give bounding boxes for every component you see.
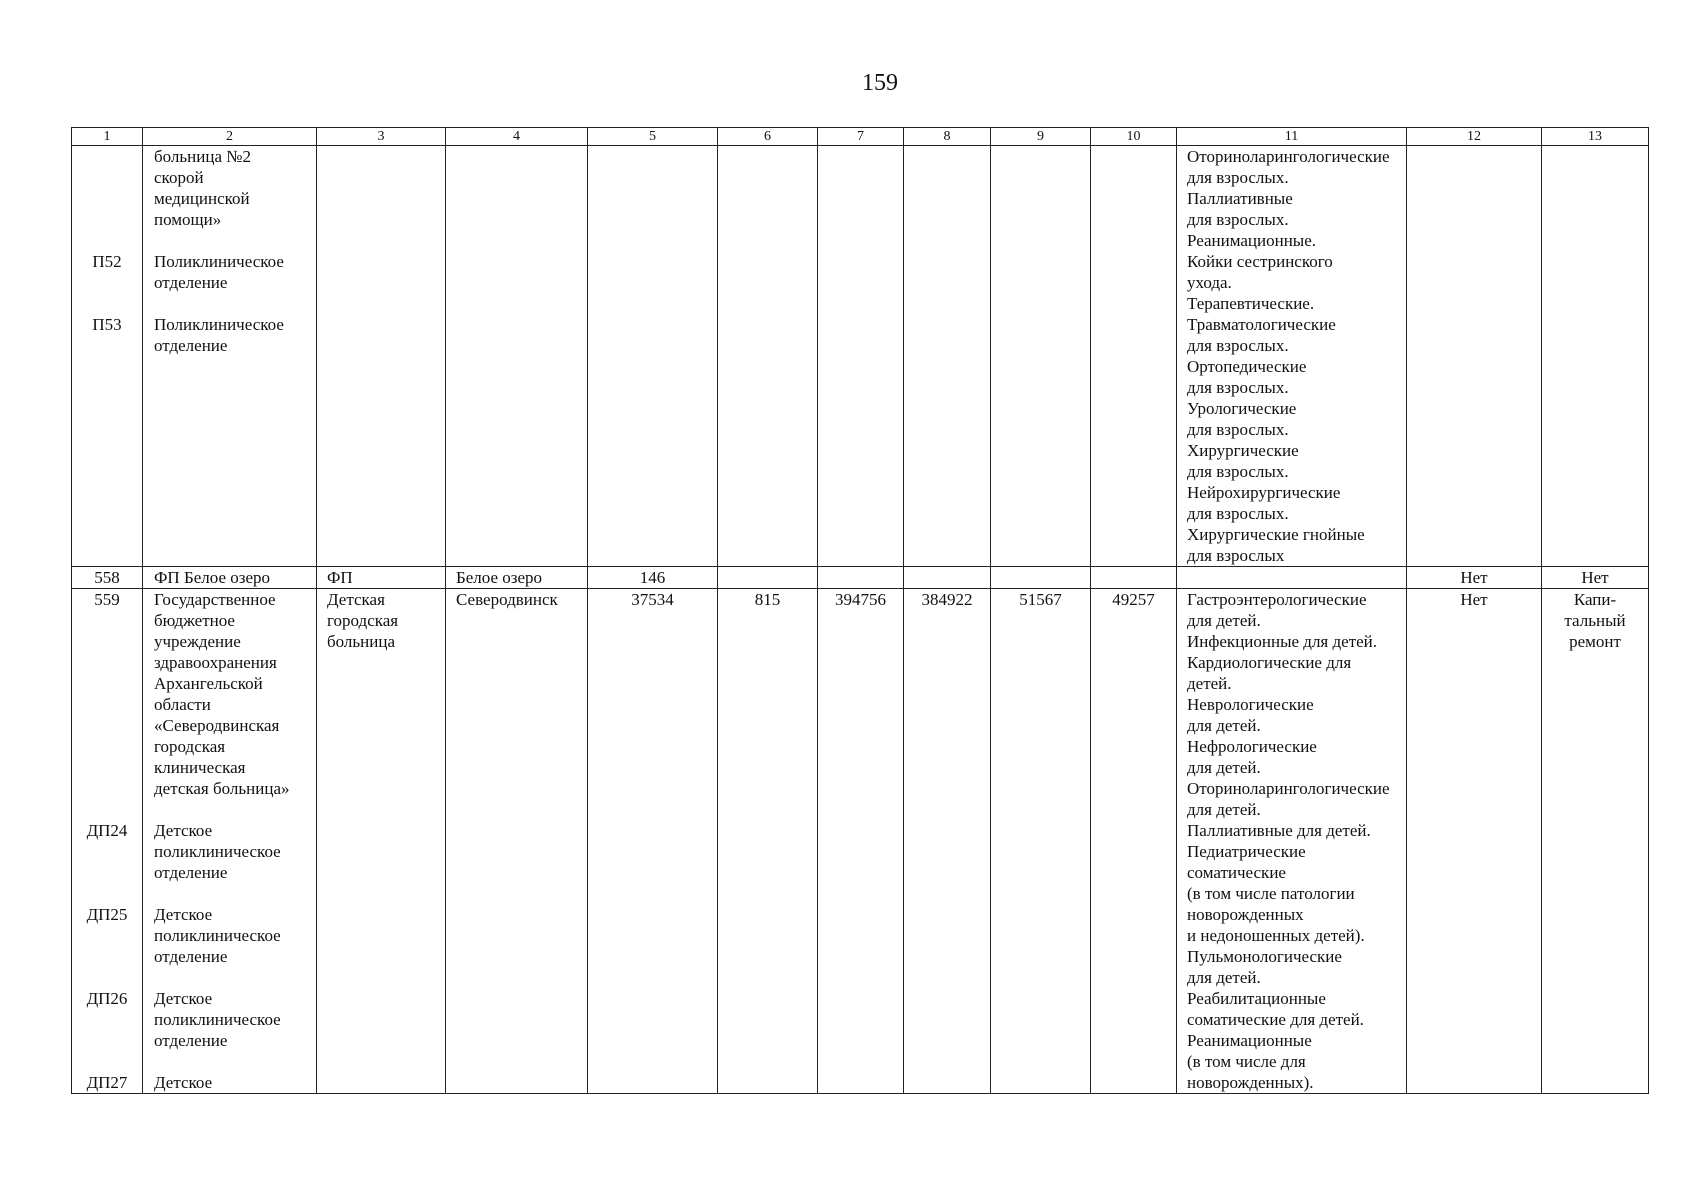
bed-profile-line: Хирургические гнойные [1187,525,1365,544]
facility-name-line: учреждение [154,632,241,651]
line-spacer [72,146,142,167]
bed-profile-line: Реанимационные. [1187,231,1317,250]
line-spacer [72,736,142,757]
bed-profile-line: Пульмонологические [1187,947,1342,966]
facility-name-line: Детское [154,989,213,1008]
facility-name-line: «Северодвинская [154,716,280,735]
cell-c5-value: 146 [639,568,666,587]
facility-code: ДП26 [86,989,128,1008]
line-spacer [72,230,142,251]
cell-c7-value [818,146,903,167]
line-spacer [72,799,142,820]
column-header-7: 7 [818,128,904,146]
bed-profile-line: Травматологические [1187,315,1336,334]
facility-name-line: медицинской [154,189,250,208]
facility-name-line: отделение [154,336,228,355]
cell-c8-value: 384922 [921,590,973,609]
line-spacer [72,652,142,673]
facility-type-line: Детская [327,590,385,609]
line-spacer [72,673,142,694]
line-spacer [72,272,142,293]
bed-profile-line: соматические [1187,863,1286,882]
column-header-11: 11 [1177,128,1407,146]
c13-line: Капи- [1573,590,1617,609]
cell-facility-type [317,146,446,567]
cell-c8-value [904,567,990,588]
bed-profile-line: Реабилитационные [1187,989,1326,1008]
bed-profile-line: для взрослых. [1187,336,1289,355]
cell-c9-value [991,567,1090,588]
cell-location [446,589,588,1094]
cell-c8 [904,146,991,567]
cell-c10 [1091,567,1177,589]
cell-c10 [1091,146,1177,567]
facility-code: 558 [94,568,120,587]
cell-c5 [588,146,718,567]
bed-profile-line: Оториноларингологические [1187,147,1390,166]
cell-c12 [1407,146,1542,567]
cell-code [72,567,143,589]
cell-c8-value [904,146,990,167]
cell-c6 [718,567,818,589]
line-spacer [72,1030,142,1051]
bed-profile-line: (в том числе патологии [1187,884,1355,903]
column-header-12: 12 [1407,128,1542,146]
cell-c8 [904,589,991,1094]
facility-code: 559 [94,590,120,609]
facility-name-line: помощи» [154,210,222,229]
facility-code: П53 [92,315,122,334]
facility-name-line: ФП Белое озеро [154,568,271,587]
line-spacer [72,862,142,883]
bed-profile-line: для детей. [1187,800,1261,819]
facility-name-line: Детское [154,905,213,924]
facility-name-line: детская больница» [154,779,290,798]
bed-profile-line: Оториноларингологические [1187,779,1390,798]
column-header-8: 8 [904,128,991,146]
facility-name-line: здравоохранения [154,653,277,672]
cell-c12 [1407,567,1542,589]
facility-name-line: больница №2 [154,147,251,166]
bed-profile-line: Нефрологические [1187,737,1317,756]
cell-c6-value [718,567,817,588]
cell-c7 [818,589,904,1094]
cell-bed-profiles [1177,146,1407,567]
bed-profile-line: Паллиативные для детей. [1187,821,1371,840]
facility-code: ДП25 [86,905,128,924]
facility-name-line: городская [154,737,226,756]
cell-c9-value: 51567 [1019,590,1062,609]
cell-c9 [991,146,1091,567]
cell-facility-type [317,589,446,1094]
line-spacer [72,188,142,209]
bed-profile-line: для детей. [1187,716,1261,735]
bed-profile-line: для взрослых. [1187,462,1289,481]
bed-profile-line: и недоношенных детей). [1187,926,1365,945]
bed-profile-line: Кардиологические для [1187,653,1352,672]
bed-profile-line: Паллиативные [1187,189,1293,208]
column-header-13: 13 [1542,128,1649,146]
cell-location-value [456,146,587,167]
cell-code [72,146,143,567]
cell-c9 [991,589,1091,1094]
line-spacer [72,925,142,946]
facility-name-line: Архангельской [154,674,263,693]
column-header-1: 1 [72,128,143,146]
facility-name-line: отделение [154,273,228,292]
bed-profile-line: для взрослых. [1187,420,1289,439]
cell-facility-type [317,567,446,589]
bed-profile-line: Реанимационные [1187,1031,1312,1050]
facility-code: ДП24 [86,821,128,840]
facility-name-line: отделение [154,1031,228,1050]
cell-c7 [818,146,904,567]
line-spacer [72,167,142,188]
line-spacer [72,967,142,988]
cell-c10-value: 49257 [1112,590,1155,609]
c12-line: Нет [1460,590,1488,609]
line-spacer [72,694,142,715]
page-number: 159 [862,70,898,96]
bed-profile-line: Урологические [1187,399,1297,418]
facility-name-line: скорой [154,168,204,187]
facility-name-line: клиническая [154,758,246,777]
cell-c9-value [991,146,1090,167]
bed-profile-line: Койки сестринского [1187,252,1333,271]
cell-facility-name [143,567,317,589]
facility-code: ДП27 [86,1073,128,1092]
cell-c6-value [718,146,817,167]
line-spacer [154,967,316,988]
line-spacer [154,883,316,904]
bed-profile-line: для взрослых. [1187,210,1289,229]
facility-type-line: ФП [327,568,353,587]
table-row [72,567,1649,589]
cell-c7-value: 394756 [835,590,886,609]
c13-line: тальный [1564,611,1626,630]
cell-c6-value: 815 [754,590,781,609]
facility-name-line: Детское [154,821,213,840]
facility-name-line: бюджетное [154,611,235,630]
line-spacer [72,715,142,736]
facility-name-line: поликлиническое [154,926,281,945]
bed-profile-line: новорожденных [1187,905,1304,924]
cell-c10-value [1091,146,1176,167]
line-spacer [72,610,142,631]
facility-name-line: Поликлиническое [154,252,284,271]
bed-profile-line: для взрослых. [1187,378,1289,397]
cell-c5 [588,567,718,589]
line-spacer [72,1009,142,1030]
cell-c5 [588,589,718,1094]
facility-type-line: больница [327,632,395,651]
bed-profile-line: для детей. [1187,611,1261,630]
cell-c7-value [818,567,903,588]
line-spacer [72,946,142,967]
facility-name-line: Поликлиническое [154,315,284,334]
medical-facilities-table [71,127,1649,1094]
table-row [72,146,1649,567]
cell-location-value: Северодвинск [456,590,558,609]
bed-profile-line: Педиатрические [1187,842,1306,861]
bed-profile-line: для взрослых [1187,546,1285,565]
column-number-header-row [72,128,1649,146]
cell-c6 [718,146,818,567]
bed-profile-line: Инфекционные для детей. [1187,632,1378,651]
column-header-4: 4 [446,128,588,146]
cell-c8 [904,567,991,589]
cell-facility-name [143,589,317,1094]
bed-profile-line: Хирургические [1187,441,1299,460]
line-spacer [72,293,142,314]
cell-c13 [1542,589,1649,1094]
column-header-5: 5 [588,128,718,146]
bed-profile-line: для детей. [1187,968,1261,987]
line-spacer [154,1051,316,1072]
cell-location-value: Белое озеро [456,568,543,587]
line-spacer [72,631,142,652]
line-spacer [72,841,142,862]
cell-c13 [1542,146,1649,567]
column-header-9: 9 [991,128,1091,146]
cell-c10-value [1091,567,1176,588]
bed-profile-line: ухода. [1187,273,1232,292]
cell-c6 [718,589,818,1094]
c13-line: Нет [1581,568,1609,587]
line-spacer [72,778,142,799]
facility-name-line: поликлиническое [154,842,281,861]
facility-type-line: городская [327,611,399,630]
column-header-6: 6 [718,128,818,146]
bed-profile-line: новорожденных). [1187,1073,1314,1092]
facility-code: П52 [92,252,122,271]
cell-c10 [1091,589,1177,1094]
bed-profile-line: детей. [1187,674,1232,693]
bed-profile-line: Неврологические [1187,695,1314,714]
bed-profile-line: Ортопедические [1187,357,1307,376]
facility-name-line: отделение [154,947,228,966]
facility-name-line: Государственное [154,590,276,609]
cell-c12 [1407,589,1542,1094]
line-spacer [72,1051,142,1072]
bed-profile-line: для детей. [1187,758,1261,777]
cell-c5-value: 37534 [631,590,674,609]
cell-c9 [991,567,1091,589]
cell-location [446,146,588,567]
table-row [72,589,1649,1094]
cell-c5-value [588,146,717,167]
facility-name-line: области [154,695,211,714]
line-spacer [154,230,316,251]
facility-name-line: поликлиническое [154,1010,281,1029]
bed-profile-line: Терапевтические. [1187,294,1315,313]
cell-bed-profiles [1177,589,1407,1094]
cell-c13 [1542,567,1649,589]
bed-profile-line: Нейрохирургические [1187,483,1341,502]
c13-line: ремонт [1569,632,1621,651]
column-header-3: 3 [317,128,446,146]
line-spacer [72,883,142,904]
cell-c7 [818,567,904,589]
column-header-10: 10 [1091,128,1177,146]
facility-name-line: Детское [154,1073,213,1092]
bed-profile-line: для взрослых. [1187,504,1289,523]
cell-bed-profiles [1177,567,1407,589]
bed-profile-line: (в том числе для [1187,1052,1306,1071]
cell-location [446,567,588,589]
bed-profile-line: соматические для детей. [1187,1010,1364,1029]
cell-facility-name [143,146,317,567]
line-spacer [154,293,316,314]
line-spacer [72,757,142,778]
cell-code [72,589,143,1094]
line-spacer [72,209,142,230]
c12-line: Нет [1460,568,1488,587]
column-header-2: 2 [143,128,317,146]
bed-profile-line: для взрослых. [1187,168,1289,187]
line-spacer [72,335,142,356]
facility-name-line: отделение [154,863,228,882]
bed-profile-line: Гастроэнтерологические [1187,590,1367,609]
line-spacer [154,799,316,820]
